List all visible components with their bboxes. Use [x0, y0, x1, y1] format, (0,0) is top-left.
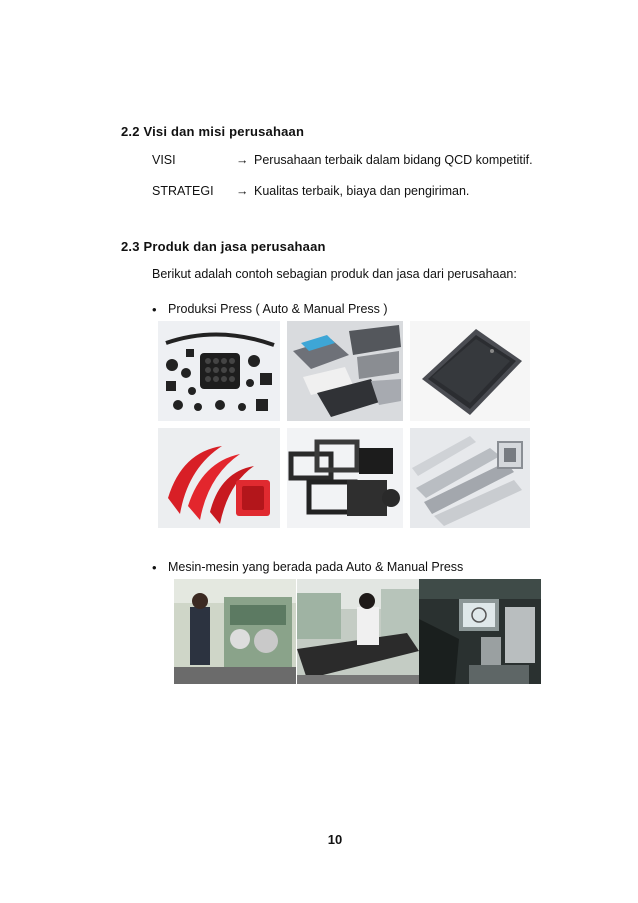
intro-text: Berikut adalah contoh sebagian produk dan jasa dari perusahaan:: [152, 267, 517, 281]
product-photo-phone-cover: [410, 321, 530, 421]
strategi-text: Kualitas terbaik, biaya dan pengiriman.: [254, 184, 470, 198]
product-photo-rubber-parts: [158, 321, 280, 421]
section-2-3-heading: 2.3 Produk dan jasa perusahaan: [121, 239, 326, 254]
visi-label: VISI: [152, 153, 176, 167]
strategi-label: STRATEGI: [152, 184, 214, 198]
page-number: 10: [327, 832, 343, 847]
bullet-produksi-press: • Produksi Press ( Auto & Manual Press ): [168, 302, 388, 316]
section-2-2-heading: 2.2 Visi dan misi perusahaan: [121, 124, 305, 139]
bullet-mesin-mesin: • Mesin-mesin yang berada pada Auto & Manual Press: [168, 560, 463, 574]
visi-arrow: →: [236, 153, 249, 167]
product-photo-red-parts: [158, 428, 280, 528]
machine-photo-inspection: [419, 579, 541, 684]
machine-photo-operator: [174, 579, 296, 684]
product-photo-foam-pads: [287, 321, 403, 421]
visi-text: Perusahaan terbaik dalam bidang QCD kompetitif.: [254, 153, 533, 167]
product-photo-aluminum-profiles: [410, 428, 530, 528]
product-photo-gaskets: [287, 428, 403, 528]
strategi-arrow: →: [236, 184, 249, 198]
machine-photo-worker: [297, 579, 419, 684]
